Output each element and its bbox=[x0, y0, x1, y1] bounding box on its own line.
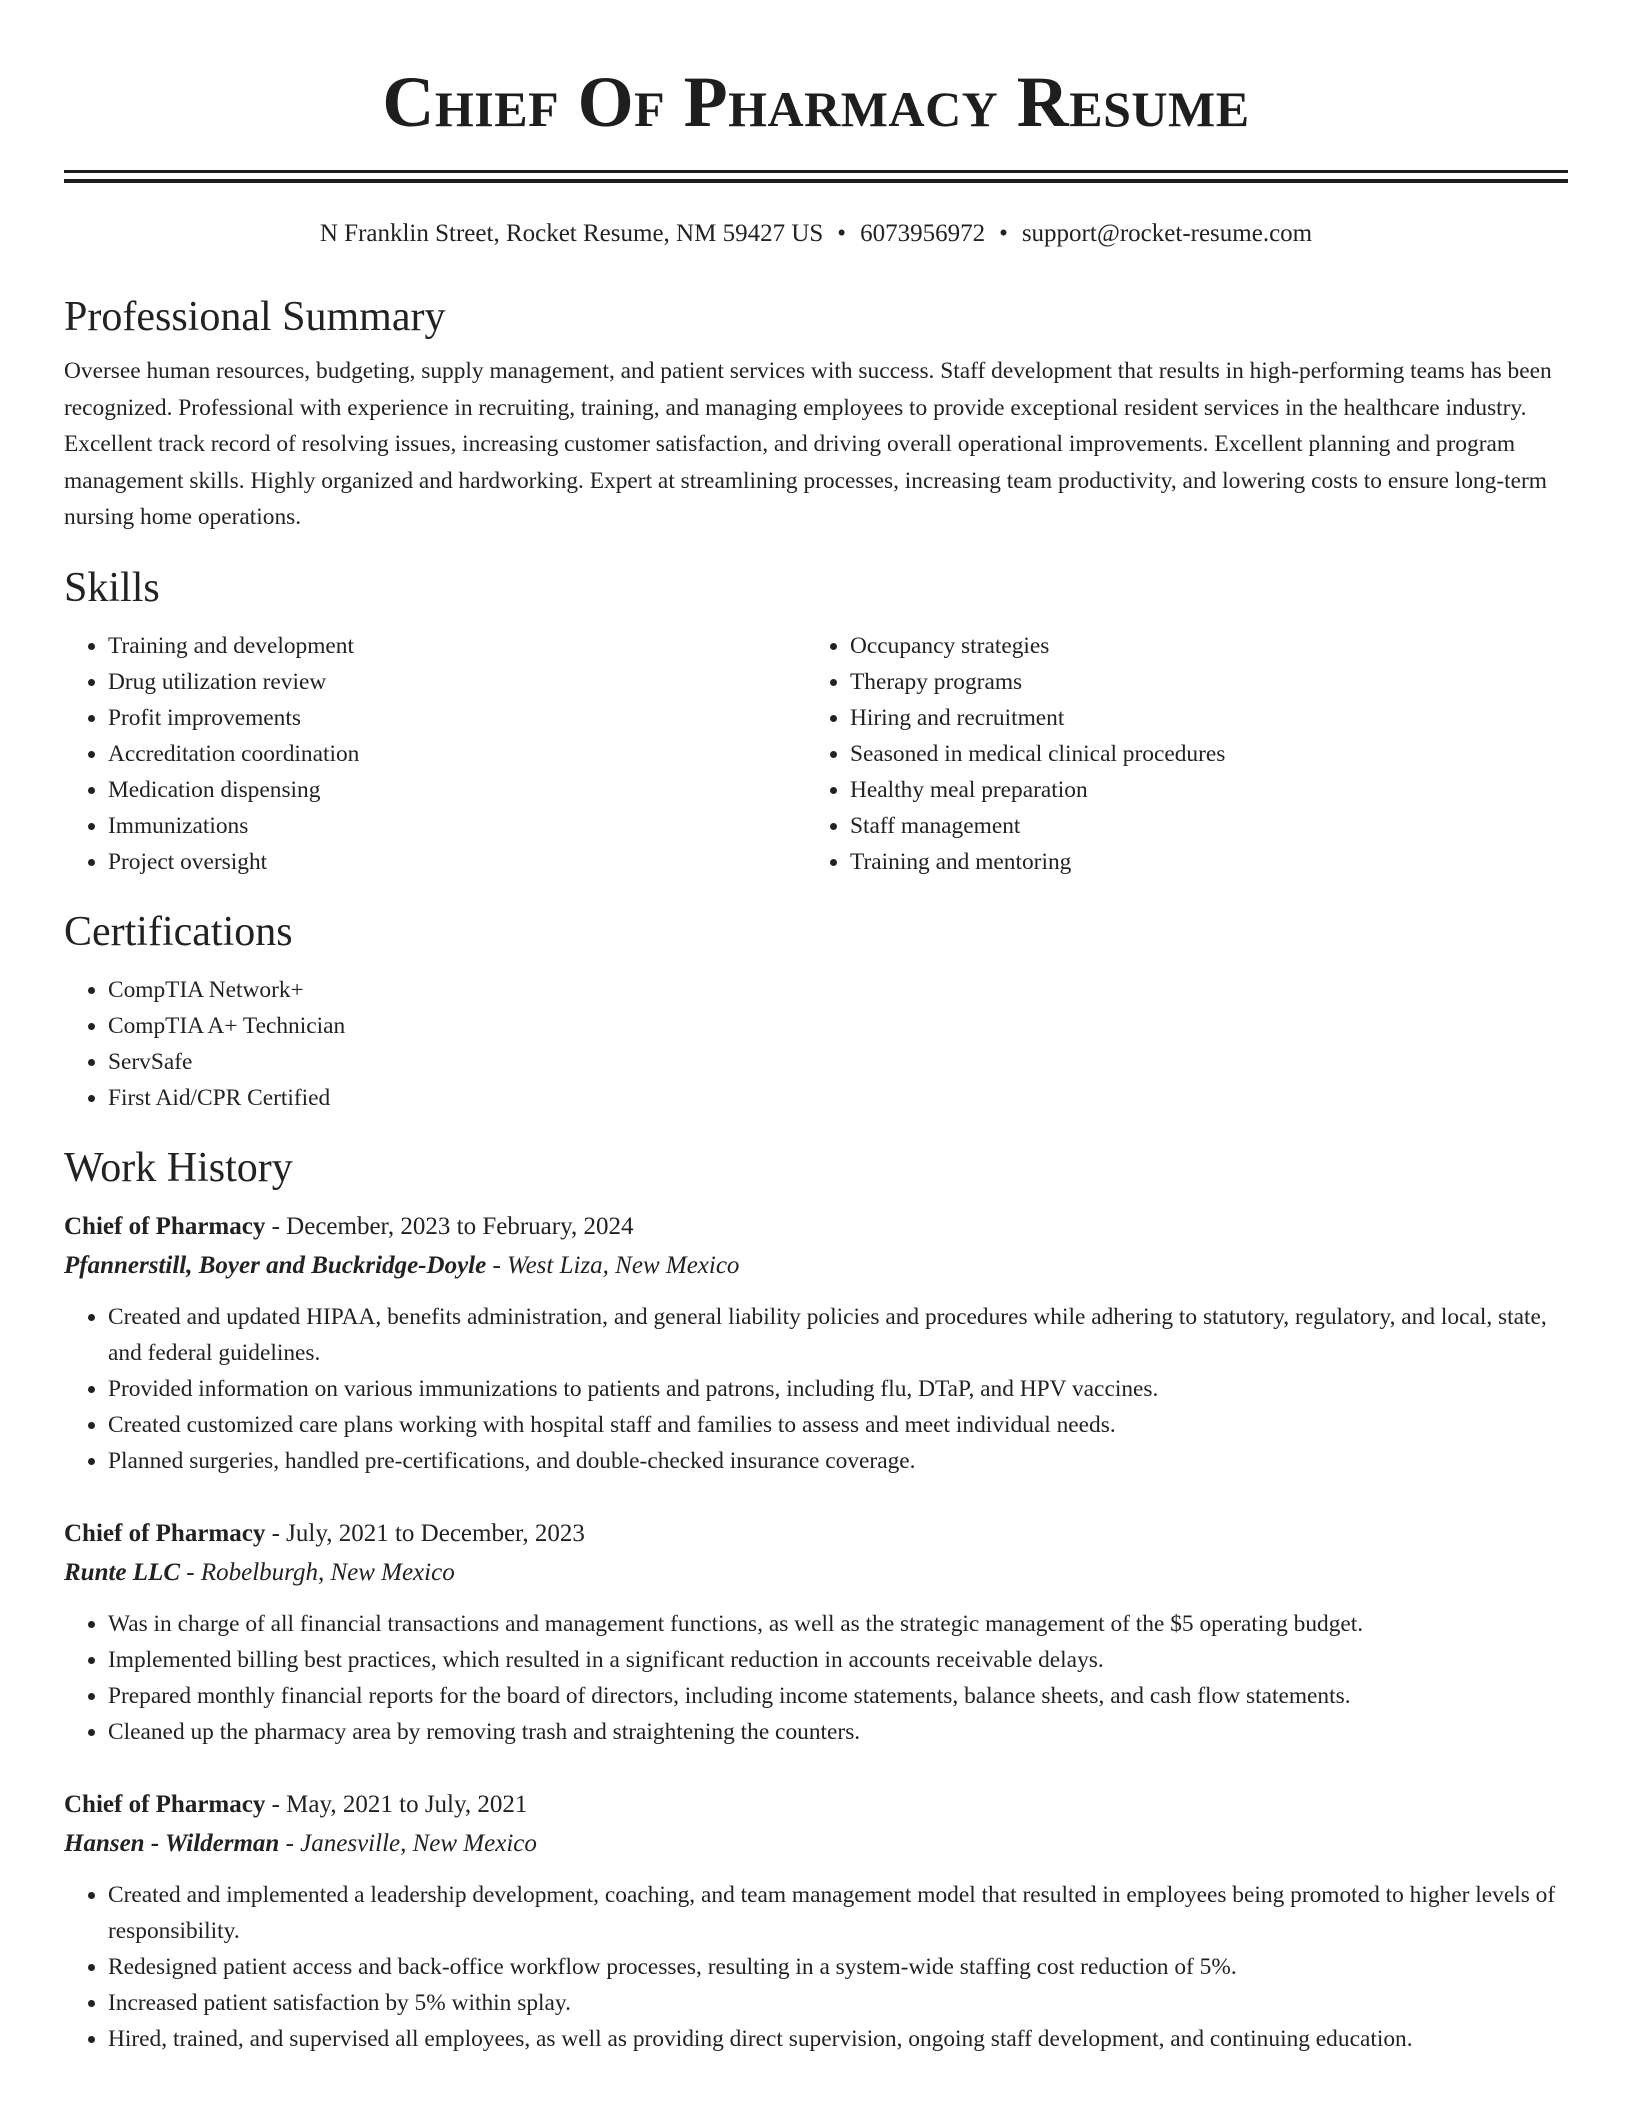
skill-item: • Therapy programs bbox=[850, 664, 1548, 700]
skill-item: • Hiring and recruitment bbox=[850, 700, 1548, 736]
job-bullet: • Cleaned up the pharmacy area by removing trash and straightening the counters. bbox=[108, 1714, 1568, 1750]
job-entry bbox=[64, 1208, 1568, 1479]
contact-separator: • bbox=[999, 220, 1008, 247]
skill-item: • Profit improvements bbox=[108, 700, 806, 736]
summary-heading: Professional Summary bbox=[64, 294, 446, 340]
job-dates: May, 2021 to July, 2021 bbox=[286, 1790, 528, 1818]
job-company-line bbox=[64, 1824, 1568, 1863]
skill-item: • Healthy meal preparation bbox=[850, 772, 1548, 808]
certifications-heading: Certifications bbox=[64, 908, 293, 955]
skill-item: • Medication dispensing bbox=[108, 772, 806, 808]
job-bullet: • Created and updated HIPAA, benefits administration, and general liability policies and procedures while adhering to statutory, regulatory, and local, state, and federal guidelines. bbox=[108, 1299, 1568, 1371]
job-company: Pfannerstill, Boyer and Buckridge-Doyle bbox=[64, 1251, 487, 1279]
certification-item: • ServSafe bbox=[108, 1044, 1568, 1080]
job-location: West Liza, New Mexico bbox=[507, 1251, 740, 1279]
job-title-line bbox=[64, 1786, 1568, 1824]
job-title: Chief of Pharmacy bbox=[64, 1519, 266, 1547]
skill-item: • Project oversight bbox=[108, 844, 806, 880]
job-dates: July, 2021 to December, 2023 bbox=[286, 1519, 585, 1547]
job-title: Chief of Pharmacy bbox=[64, 1212, 266, 1240]
job-dash: - bbox=[486, 1251, 508, 1279]
job-title: Chief of Pharmacy bbox=[64, 1790, 266, 1818]
summary-text: Oversee human resources, budgeting, supply management, and patient services with success. Staff development that results in high-performing teams has been recognized. Professional with experience in recruiting, training, and managing employees to provide exceptional resident services in the healthcare industry. Excellent track record of resolving issues, increasing customer satisfaction, and driving overall operational improvements. Excellent planning and program management skills. Highly organized and hardworking. Expert at streamlining processes, increasing team productivity, and lowering costs to ensure long-term nursing home operations. bbox=[64, 358, 1552, 530]
job-company: Hansen - Wilderman bbox=[64, 1829, 280, 1857]
job-bullet: • Redesigned patient access and back-office workflow processes, resulting in a system-wide staffing cost reduction of 5%. bbox=[108, 1949, 1568, 1985]
job-bullets bbox=[64, 1606, 1568, 1750]
skill-item: • Training and mentoring bbox=[850, 844, 1548, 880]
job-bullet: • Provided information on various immunizations to patients and patrons, including flu, DTaP, and HPV vaccines. bbox=[108, 1371, 1568, 1407]
certification-item: • First Aid/CPR Certified bbox=[108, 1080, 1568, 1116]
job-location: Robelburgh, New Mexico bbox=[200, 1558, 455, 1586]
job-dash: - bbox=[265, 1212, 287, 1240]
contact-address: N Franklin Street, Rocket Resume, NM 59427 US bbox=[319, 220, 824, 247]
contact-separator: • bbox=[837, 220, 847, 247]
skill-item: • Staff management bbox=[850, 808, 1548, 844]
skills-list-left bbox=[64, 628, 806, 880]
skills-list-right bbox=[806, 628, 1548, 880]
skill-item: • Accreditation coordination bbox=[108, 736, 806, 772]
skill-item: • Immunizations bbox=[108, 808, 806, 844]
job-title-line bbox=[64, 1515, 1568, 1553]
job-entry bbox=[64, 1515, 1568, 1750]
job-location: Janesville, New Mexico bbox=[300, 1829, 537, 1857]
job-bullet: • Planned surgeries, handled pre-certifications, and double-checked insurance coverage. bbox=[108, 1443, 1568, 1479]
page-title: Chief Of Pharmacy Resume bbox=[382, 62, 1250, 142]
skills-columns bbox=[64, 628, 1568, 880]
skill-item: • Training and development bbox=[108, 628, 806, 664]
contact-phone: 6073956972 bbox=[860, 220, 986, 247]
job-bullet: • Created and implemented a leadership development, coaching, and team management model that resulted in employees being promoted to higher levels of responsibility. bbox=[108, 1877, 1568, 1949]
job-dash: - bbox=[265, 1790, 287, 1818]
job-dates: December, 2023 to February, 2024 bbox=[286, 1212, 634, 1240]
job-bullet: • Hired, trained, and supervised all employees, as well as providing direct supervision, ongoing staff development, and continuing education. bbox=[108, 2021, 1568, 2057]
job-company-line bbox=[64, 1553, 1568, 1592]
job-title-line bbox=[64, 1208, 1568, 1246]
title-rule-thick bbox=[64, 179, 1568, 183]
job-bullet: • Implemented billing best practices, which resulted in a significant reduction in accounts receivable delays. bbox=[108, 1642, 1568, 1678]
certification-item: • CompTIA Network+ bbox=[108, 972, 1568, 1008]
work-history-heading: Work History bbox=[64, 1144, 293, 1191]
title-rule-thin bbox=[64, 170, 1568, 173]
job-bullets bbox=[64, 1299, 1568, 1479]
contact-email: support@rocket-resume.com bbox=[1021, 220, 1313, 247]
job-company-line bbox=[64, 1246, 1568, 1285]
skills-heading: Skills bbox=[64, 564, 160, 611]
job-bullets bbox=[64, 1877, 1568, 2057]
job-bullet: • Increased patient satisfaction by 5% within splay. bbox=[108, 1985, 1568, 2021]
job-company: Runte LLC bbox=[64, 1558, 180, 1586]
certifications-list bbox=[64, 972, 1568, 1116]
job-bullet: • Prepared monthly financial reports for the board of directors, including income statements, balance sheets, and cash flow statements. bbox=[108, 1678, 1568, 1714]
job-dash: - bbox=[279, 1829, 301, 1857]
job-dash: - bbox=[180, 1558, 201, 1586]
skill-item: • Seasoned in medical clinical procedures bbox=[850, 736, 1548, 772]
contact-line bbox=[64, 217, 1568, 251]
certification-item: • CompTIA A+ Technician bbox=[108, 1008, 1568, 1044]
skill-item: • Drug utilization review bbox=[108, 664, 806, 700]
job-bullet: • Created customized care plans working with hospital staff and families to assess and meet individual needs. bbox=[108, 1407, 1568, 1443]
skill-item: • Occupancy strategies bbox=[850, 628, 1548, 664]
job-entry bbox=[64, 1786, 1568, 2057]
job-dash: - bbox=[265, 1519, 287, 1547]
job-bullet: • Was in charge of all financial transactions and management functions, as well as the strategic management of the $5 operating budget. bbox=[108, 1606, 1568, 1642]
